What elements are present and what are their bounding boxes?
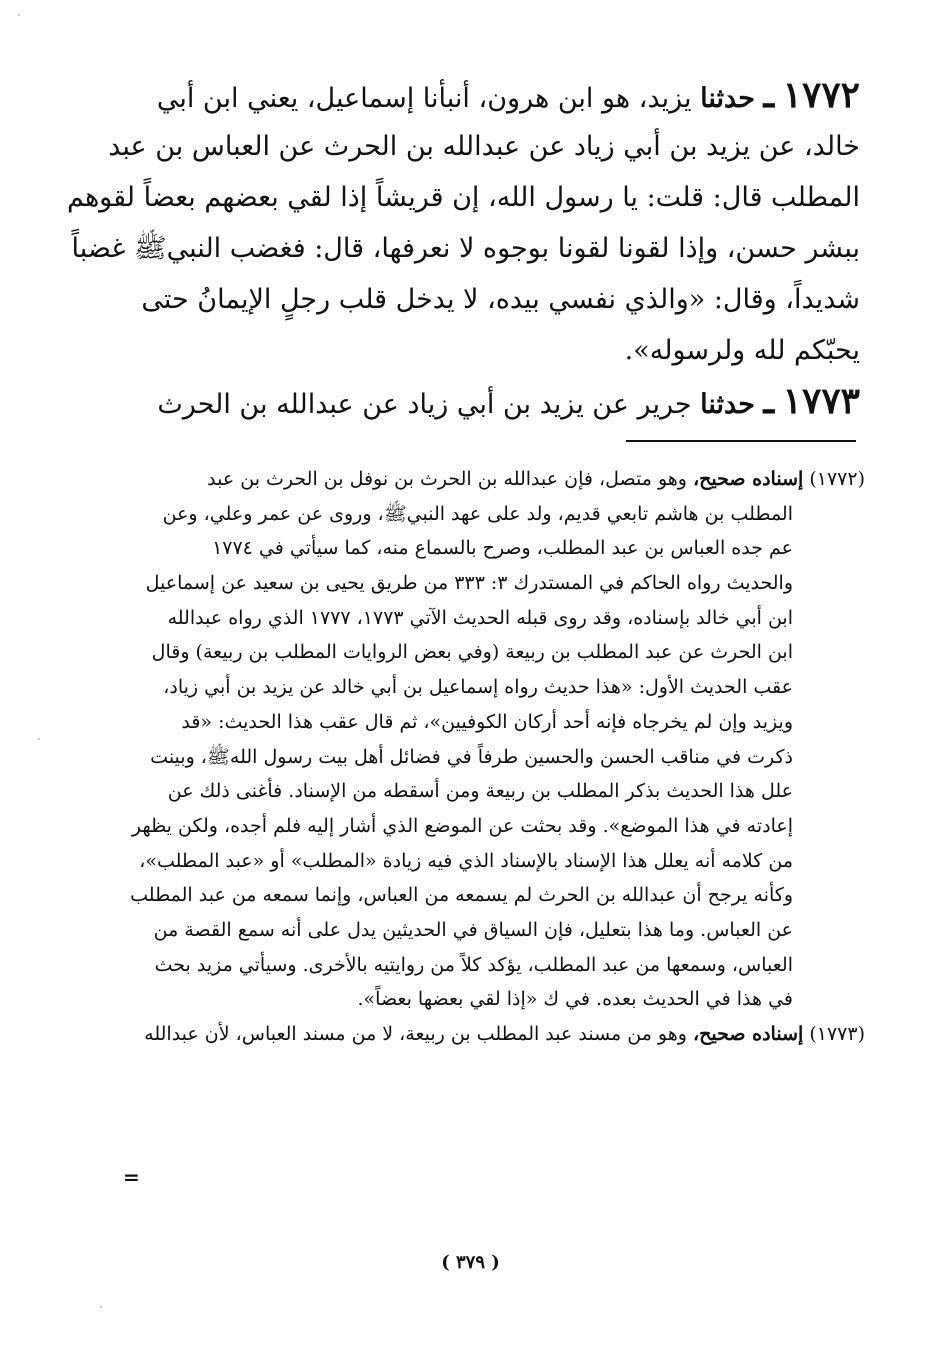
hadith-1772-line-5: شديداً، وقال: «والذي نفسي بيده، لا يدخل قلب رجلٍ الإيمانُ حتى bbox=[141, 284, 860, 315]
hadith-dash: ـ bbox=[763, 380, 775, 422]
hadith-1772-line-4: ببشر حسن، وإذا لقونا لقونا بوجوه لا نعرفها، قال: فغضب النبيﷺ غضباً bbox=[71, 233, 860, 264]
hadith-label: حدثنا bbox=[700, 83, 755, 114]
footnote-line: ويزيد وإن لم يخرجاه فإنه أحد أركان الكوفيين»، ثم قال عقب هذا الحديث: «قد bbox=[181, 710, 793, 733]
footnote-line: عقب الحديث الأول: «هذا حديث رواه إسماعيل بن أبي خالد عن يزيد بن أبي زياد، bbox=[163, 676, 793, 699]
hadith-text: جرير عن يزيد بن أبي زياد عن عبدالله بن الحرث bbox=[157, 389, 692, 420]
page-number: ( ٣٧٩ ) bbox=[441, 1252, 500, 1273]
footnote-ref: (١٧٧٣) bbox=[809, 1023, 865, 1045]
footnotes bbox=[110, 462, 865, 1052]
hadith-1772-line-2: خالد، عن يزيد بن أبي زياد عن عبدالله بن الحرث عن العباس بن عبد bbox=[108, 131, 860, 162]
footnote-line: عم جده العباس بن عبد المطلب، وصرح بالسماع منه، كما سيأتي في ١٧٧٤ bbox=[212, 537, 793, 560]
footnote-line: المطلب بن هاشم تابعي قديم، ولد على عهد النبيﷺ، وروى عن عمر وعلي، وعن bbox=[162, 502, 793, 525]
hadith-number: ١٧٧٣ bbox=[782, 380, 860, 422]
footnote-line: وكأنه يرجح أن عبدالله بن الحرث لم يسمعه من العباس، وإنما سمعه من عبد المطلب bbox=[130, 884, 793, 907]
footnote-text: وهو متصل، فإن عبدالله بن الحرث بن نوفل بن الحرث بن عبد bbox=[207, 468, 687, 490]
scan-speck bbox=[100, 1306, 102, 1308]
footnote-separator bbox=[626, 440, 856, 442]
footnote-line: عن العباس. وما هذا بتعليل، فإن السياق في الحديثين يدل على أنه سمع القصة من bbox=[153, 918, 793, 941]
footnote-line: من كلامه أنه يعلل هذا الإسناد بالإسناد الذي فيه زيادة «المطلب» أو «عبد المطلب»، bbox=[139, 849, 793, 872]
hadith-dash: ـ bbox=[763, 74, 775, 116]
scan-speck bbox=[38, 738, 40, 740]
footnote-line: العباس، وسمعها من عبد المطلب، يؤكد كلاً من روايتيه بالأخرى. وسيأتي مزيد بحث bbox=[154, 953, 793, 976]
footnote-grade: إسناده صحيح، bbox=[693, 1023, 804, 1045]
hadith-label: حدثنا bbox=[700, 389, 755, 420]
footnote-ref: (١٧٧٢) bbox=[809, 468, 865, 490]
footnote-line: ابن الحرث عن عبد المطلب بن ربيعة (وفي بعض الروايات المطلب بن ربيعة) وقال bbox=[151, 641, 793, 664]
scan-speck bbox=[18, 14, 20, 16]
footnote-line: والحديث رواه الحاكم في المستدرك ٣: ٣٣٣ من طريق يحيى بن سعيد عن إسماعيل bbox=[145, 572, 793, 595]
footnote-grade: إسناده صحيح، bbox=[693, 468, 804, 490]
hadith-text: يزيد، هو ابن هرون، أنبأنا إسماعيل، يعني ابن أبي bbox=[156, 83, 692, 114]
footnote-1772-first-line bbox=[110, 462, 865, 497]
footnote-line: ابن أبي خالد بإسناده، وقد روى قبله الحديث الآتي ١٧٧٣، ١٧٧٧ الذي رواه عبدالله bbox=[167, 606, 793, 629]
hadith-1773-line-1 bbox=[150, 376, 860, 427]
hadith-1772-line-3: المطلب قال: قلت: يا رسول الله، إن قريشاً إذا لقي بعضهم بعضاً لقوهم bbox=[66, 182, 860, 213]
footnote-line: علل هذا الحديث بذكر المطلب بن ربيعة ومن أسقطه من الإسناد. فأغنى ذلك عن bbox=[167, 780, 793, 803]
footnote-line: ذكرت في مناقب الحسن والحسين طرفاً في فضائل أهل بيت رسول اللهﷺ، وبينت bbox=[150, 745, 793, 768]
footnote-1773-first-line bbox=[110, 1017, 865, 1052]
hadith-1772-line-1 bbox=[150, 70, 860, 121]
footnote-line: إعادته في هذا الموضع». وقد بحثت عن الموضع الذي أشار إليه فلم أجده، ولكن يظهر bbox=[131, 814, 793, 837]
footnote-text: وهو من مسند عبد المطلب بن ربيعة، لا من مسند العباس، لأن عبدالله bbox=[144, 1023, 687, 1045]
continuation-mark: = bbox=[123, 1165, 140, 1189]
hadith-number: ١٧٧٢ bbox=[782, 74, 860, 116]
main-text bbox=[66, 70, 860, 427]
hadith-1772-line-6: يحبّكم لله ولرسوله». bbox=[624, 335, 860, 366]
footnote-line: في هذا في الحديث بعده. في ك «إذا لقي بعضها بعضاً». bbox=[357, 988, 793, 1011]
